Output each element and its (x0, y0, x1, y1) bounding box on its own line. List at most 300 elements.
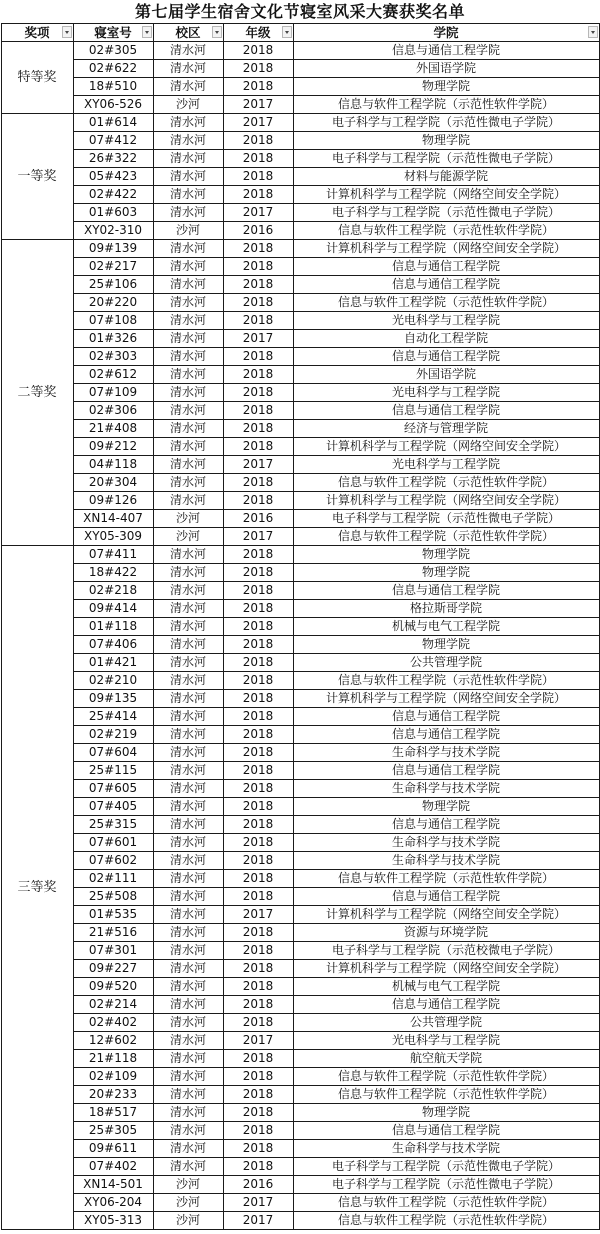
year-cell: 2018 (223, 402, 293, 420)
room-cell: 21#516 (73, 924, 153, 942)
year-cell: 2018 (223, 636, 293, 654)
college-cell: 信息与通信工程学院 (293, 258, 599, 276)
room-cell: 02#402 (73, 1014, 153, 1032)
year-cell: 2018 (223, 1068, 293, 1086)
table-row (1, 690, 599, 708)
room-cell: 20#233 (73, 1086, 153, 1104)
college-cell: 自动化工程学院 (293, 330, 599, 348)
year-cell: 2018 (223, 474, 293, 492)
campus-cell: 清水河 (153, 1050, 223, 1068)
table-row (1, 834, 599, 852)
table-row (1, 348, 599, 366)
room-cell: 07#405 (73, 798, 153, 816)
college-cell: 航空航天学院 (293, 1050, 599, 1068)
campus-cell: 清水河 (153, 546, 223, 564)
room-cell: 01#118 (73, 618, 153, 636)
header-year (223, 24, 293, 42)
college-cell: 电子科学与工程学院（示范性微电子学院） (293, 1176, 599, 1194)
campus-cell: 沙河 (153, 528, 223, 546)
campus-cell: 清水河 (153, 114, 223, 132)
table-row (1, 636, 599, 654)
college-cell: 计算机科学与工程学院（网络空间安全学院） (293, 492, 599, 510)
room-cell: 07#108 (73, 312, 153, 330)
campus-cell: 清水河 (153, 366, 223, 384)
room-cell: 01#603 (73, 204, 153, 222)
college-cell: 信息与通信工程学院 (293, 348, 599, 366)
room-cell: 02#214 (73, 996, 153, 1014)
campus-cell: 清水河 (153, 402, 223, 420)
college-cell: 信息与软件工程学院（示范性软件学院） (293, 1212, 599, 1230)
college-cell: 公共管理学院 (293, 654, 599, 672)
campus-cell: 沙河 (153, 222, 223, 240)
campus-cell: 清水河 (153, 42, 223, 60)
campus-cell: 清水河 (153, 564, 223, 582)
year-cell: 2018 (223, 816, 293, 834)
campus-cell: 沙河 (153, 96, 223, 114)
table-row (1, 564, 599, 582)
room-cell: 09#227 (73, 960, 153, 978)
room-cell: 07#605 (73, 780, 153, 798)
header-college-label: 学院 (433, 25, 459, 40)
table-row (1, 1176, 599, 1194)
room-cell: 02#305 (73, 42, 153, 60)
table-row (1, 114, 599, 132)
year-cell: 2018 (223, 1050, 293, 1068)
room-cell: 01#614 (73, 114, 153, 132)
year-cell: 2018 (223, 78, 293, 96)
year-cell: 2018 (223, 384, 293, 402)
year-cell: 2017 (223, 1194, 293, 1212)
college-cell: 信息与通信工程学院 (293, 996, 599, 1014)
college-cell: 信息与软件工程学院（示范性软件学院） (293, 672, 599, 690)
year-cell: 2018 (223, 132, 293, 150)
campus-cell: 清水河 (153, 60, 223, 78)
campus-cell: 清水河 (153, 312, 223, 330)
table-row (1, 1122, 599, 1140)
year-cell: 2018 (223, 150, 293, 168)
year-cell: 2018 (223, 888, 293, 906)
table-row (1, 240, 599, 258)
table-row (1, 1104, 599, 1122)
room-cell: 25#115 (73, 762, 153, 780)
college-cell: 物理学院 (293, 132, 599, 150)
campus-cell: 清水河 (153, 1158, 223, 1176)
room-cell: 02#303 (73, 348, 153, 366)
prize-cell: 三等奖 (1, 546, 73, 1230)
campus-cell: 清水河 (153, 978, 223, 996)
campus-cell: 清水河 (153, 636, 223, 654)
table-row (1, 726, 599, 744)
year-cell: 2018 (223, 618, 293, 636)
campus-cell: 清水河 (153, 906, 223, 924)
year-cell: 2018 (223, 744, 293, 762)
header-year-label: 年级 (245, 25, 271, 40)
campus-cell: 沙河 (153, 510, 223, 528)
header-room (73, 24, 153, 42)
campus-cell: 清水河 (153, 672, 223, 690)
year-cell: 2017 (223, 456, 293, 474)
college-cell: 光电科学与工程学院 (293, 456, 599, 474)
campus-cell: 清水河 (153, 150, 223, 168)
college-cell: 电子科学与工程学院（示范性微电子学院） (293, 1158, 599, 1176)
college-cell: 物理学院 (293, 564, 599, 582)
page-title: 第七届学生宿舍文化节寝室风采大赛获奖名单 (134, 2, 465, 21)
room-cell: 09#135 (73, 690, 153, 708)
year-cell: 2018 (223, 960, 293, 978)
room-cell: 02#612 (73, 366, 153, 384)
college-cell: 电子科学与工程学院（示范性微电子学院） (293, 204, 599, 222)
table-row (1, 132, 599, 150)
campus-cell: 清水河 (153, 690, 223, 708)
year-cell: 2018 (223, 852, 293, 870)
year-cell: 2018 (223, 708, 293, 726)
table-row (1, 60, 599, 78)
college-cell: 信息与通信工程学院 (293, 276, 599, 294)
filter-dropdown-icon[interactable] (142, 26, 152, 38)
year-cell: 2018 (223, 672, 293, 690)
table-row (1, 798, 599, 816)
college-cell: 机械与电气工程学院 (293, 978, 599, 996)
college-cell: 信息与软件工程学院（示范性软件学院） (293, 294, 599, 312)
room-cell: 18#517 (73, 1104, 153, 1122)
filter-dropdown-icon[interactable] (62, 26, 72, 38)
college-cell: 生命科学与技术学院 (293, 744, 599, 762)
header-campus (153, 24, 223, 42)
room-cell: 25#414 (73, 708, 153, 726)
college-cell: 公共管理学院 (293, 1014, 599, 1032)
room-cell: XY05-313 (73, 1212, 153, 1230)
room-cell: 07#604 (73, 744, 153, 762)
year-cell: 2018 (223, 582, 293, 600)
campus-cell: 清水河 (153, 762, 223, 780)
room-cell: XN14-501 (73, 1176, 153, 1194)
college-cell: 外国语学院 (293, 366, 599, 384)
room-cell: 02#111 (73, 870, 153, 888)
campus-cell: 清水河 (153, 132, 223, 150)
room-cell: XY02-310 (73, 222, 153, 240)
year-cell: 2018 (223, 258, 293, 276)
campus-cell: 清水河 (153, 204, 223, 222)
college-cell: 电子科学与工程学院（示范性微电子学院） (293, 114, 599, 132)
table-row (1, 1014, 599, 1032)
table-row (1, 150, 599, 168)
campus-cell: 清水河 (153, 582, 223, 600)
room-cell: 07#402 (73, 1158, 153, 1176)
table-row (1, 510, 599, 528)
college-cell: 生命科学与技术学院 (293, 834, 599, 852)
year-cell: 2017 (223, 114, 293, 132)
room-cell: XY06-526 (73, 96, 153, 114)
table-row (1, 618, 599, 636)
campus-cell: 清水河 (153, 744, 223, 762)
campus-cell: 清水河 (153, 960, 223, 978)
year-cell: 2018 (223, 1104, 293, 1122)
table-row (1, 294, 599, 312)
award-table (1, 23, 600, 1230)
college-cell: 生命科学与技术学院 (293, 1140, 599, 1158)
table-row (1, 654, 599, 672)
room-cell: XY06-204 (73, 1194, 153, 1212)
room-cell: 02#218 (73, 582, 153, 600)
table-row (1, 546, 599, 564)
table-row (1, 960, 599, 978)
room-cell: 25#315 (73, 816, 153, 834)
year-cell: 2017 (223, 528, 293, 546)
room-cell: XY05-309 (73, 528, 153, 546)
campus-cell: 清水河 (153, 1122, 223, 1140)
college-cell: 信息与通信工程学院 (293, 708, 599, 726)
table-row (1, 924, 599, 942)
college-cell: 信息与软件工程学院（示范性软件学院） (293, 1068, 599, 1086)
college-cell: 物理学院 (293, 1104, 599, 1122)
college-cell: 物理学院 (293, 546, 599, 564)
room-cell: 25#305 (73, 1122, 153, 1140)
college-cell: 信息与通信工程学院 (293, 402, 599, 420)
table-row (1, 744, 599, 762)
college-cell: 材料与能源学院 (293, 168, 599, 186)
table-row (1, 906, 599, 924)
campus-cell: 清水河 (153, 618, 223, 636)
table-row (1, 258, 599, 276)
college-cell: 信息与软件工程学院（示范性软件学院） (293, 1194, 599, 1212)
year-cell: 2018 (223, 690, 293, 708)
award-table-body (1, 42, 599, 1230)
table-row (1, 1068, 599, 1086)
year-cell: 2017 (223, 1212, 293, 1230)
room-cell: 07#301 (73, 942, 153, 960)
year-cell: 2017 (223, 906, 293, 924)
year-cell: 2018 (223, 366, 293, 384)
year-cell: 2017 (223, 96, 293, 114)
campus-cell: 清水河 (153, 240, 223, 258)
room-cell: 02#622 (73, 60, 153, 78)
table-row (1, 780, 599, 798)
college-cell: 外国语学院 (293, 60, 599, 78)
room-cell: 02#217 (73, 258, 153, 276)
table-row (1, 582, 599, 600)
prize-cell: 特等奖 (1, 42, 73, 114)
campus-cell: 清水河 (153, 1104, 223, 1122)
year-cell: 2018 (223, 1086, 293, 1104)
year-cell: 2017 (223, 330, 293, 348)
room-cell: 09#414 (73, 600, 153, 618)
table-row (1, 1050, 599, 1068)
year-cell: 2016 (223, 222, 293, 240)
header-campus-label: 校区 (175, 25, 201, 40)
college-cell: 计算机科学与工程学院（网络空间安全学院） (293, 906, 599, 924)
room-cell: 02#422 (73, 186, 153, 204)
table-row (1, 672, 599, 690)
college-cell: 信息与软件工程学院（示范性软件学院） (293, 870, 599, 888)
college-cell: 电子科学与工程学院（示范校微电子学院） (293, 942, 599, 960)
campus-cell: 清水河 (153, 798, 223, 816)
table-row (1, 438, 599, 456)
college-cell: 机械与电气工程学院 (293, 618, 599, 636)
room-cell: 25#106 (73, 276, 153, 294)
college-cell: 信息与软件工程学院（示范性软件学院） (293, 528, 599, 546)
college-cell: 生命科学与技术学院 (293, 852, 599, 870)
college-cell: 电子科学与工程学院（示范性微电子学院） (293, 150, 599, 168)
year-cell: 2018 (223, 168, 293, 186)
year-cell: 2018 (223, 942, 293, 960)
college-cell: 光电科学与工程学院 (293, 384, 599, 402)
college-cell: 信息与通信工程学院 (293, 726, 599, 744)
table-row (1, 366, 599, 384)
room-cell: 07#406 (73, 636, 153, 654)
year-cell: 2018 (223, 276, 293, 294)
table-row (1, 1194, 599, 1212)
table-row (1, 1086, 599, 1104)
year-cell: 2018 (223, 348, 293, 366)
campus-cell: 清水河 (153, 1068, 223, 1086)
college-cell: 信息与软件工程学院（示范性软件学院） (293, 222, 599, 240)
college-cell: 格拉斯哥学院 (293, 600, 599, 618)
table-row (1, 870, 599, 888)
year-cell: 2018 (223, 996, 293, 1014)
college-cell: 资源与环境学院 (293, 924, 599, 942)
table-row (1, 402, 599, 420)
campus-cell: 清水河 (153, 276, 223, 294)
year-cell: 2018 (223, 600, 293, 618)
campus-cell: 清水河 (153, 168, 223, 186)
campus-cell: 清水河 (153, 816, 223, 834)
room-cell: 01#535 (73, 906, 153, 924)
campus-cell: 清水河 (153, 492, 223, 510)
college-cell: 信息与软件工程学院（示范性软件学院） (293, 96, 599, 114)
table-row (1, 384, 599, 402)
room-cell: 09#520 (73, 978, 153, 996)
campus-cell: 清水河 (153, 420, 223, 438)
campus-cell: 清水河 (153, 1032, 223, 1050)
prize-cell: 一等奖 (1, 114, 73, 240)
campus-cell: 沙河 (153, 1176, 223, 1194)
table-row (1, 708, 599, 726)
year-cell: 2018 (223, 780, 293, 798)
college-cell: 信息与通信工程学院 (293, 1122, 599, 1140)
table-row (1, 852, 599, 870)
room-cell: 21#118 (73, 1050, 153, 1068)
table-row (1, 312, 599, 330)
header-room-label: 寝室号 (94, 25, 132, 40)
room-cell: 05#423 (73, 168, 153, 186)
table-row (1, 1140, 599, 1158)
room-cell: 07#109 (73, 384, 153, 402)
table-row (1, 600, 599, 618)
college-cell: 电子科学与工程学院（示范性微电子学院） (293, 510, 599, 528)
year-cell: 2018 (223, 186, 293, 204)
campus-cell: 清水河 (153, 456, 223, 474)
campus-cell: 清水河 (153, 330, 223, 348)
year-cell: 2017 (223, 204, 293, 222)
room-cell: 18#422 (73, 564, 153, 582)
year-cell: 2018 (223, 312, 293, 330)
table-row (1, 996, 599, 1014)
table-row (1, 1212, 599, 1230)
year-cell: 2018 (223, 564, 293, 582)
room-cell: 09#139 (73, 240, 153, 258)
year-cell: 2018 (223, 420, 293, 438)
year-cell: 2018 (223, 654, 293, 672)
college-cell: 物理学院 (293, 636, 599, 654)
header-prize (1, 24, 73, 42)
college-cell: 光电科学与工程学院 (293, 1032, 599, 1050)
table-row (1, 492, 599, 510)
campus-cell: 清水河 (153, 474, 223, 492)
college-cell: 信息与软件工程学院（示范性软件学院） (293, 1086, 599, 1104)
table-row (1, 474, 599, 492)
campus-cell: 清水河 (153, 1140, 223, 1158)
campus-cell: 清水河 (153, 924, 223, 942)
table-row (1, 762, 599, 780)
campus-cell: 清水河 (153, 78, 223, 96)
year-cell: 2018 (223, 1158, 293, 1176)
campus-cell: 沙河 (153, 1194, 223, 1212)
year-cell: 2016 (223, 1176, 293, 1194)
year-cell: 2018 (223, 1014, 293, 1032)
table-row (1, 888, 599, 906)
room-cell: 09#611 (73, 1140, 153, 1158)
table-row (1, 420, 599, 438)
table-row (1, 222, 599, 240)
campus-cell: 清水河 (153, 942, 223, 960)
campus-cell: 清水河 (153, 438, 223, 456)
table-row (1, 42, 599, 60)
campus-cell: 清水河 (153, 996, 223, 1014)
year-cell: 2018 (223, 798, 293, 816)
college-cell: 信息与通信工程学院 (293, 42, 599, 60)
year-cell: 2018 (223, 978, 293, 996)
college-cell: 信息与通信工程学院 (293, 816, 599, 834)
college-cell: 信息与软件工程学院（示范性软件学院） (293, 474, 599, 492)
room-cell: 02#210 (73, 672, 153, 690)
room-cell: 02#219 (73, 726, 153, 744)
room-cell: 09#212 (73, 438, 153, 456)
header-college (293, 24, 599, 42)
year-cell: 2018 (223, 438, 293, 456)
college-cell: 生命科学与技术学院 (293, 780, 599, 798)
college-cell: 经济与管理学院 (293, 420, 599, 438)
room-cell: 02#109 (73, 1068, 153, 1086)
prize-cell: 二等奖 (1, 240, 73, 546)
room-cell: 04#118 (73, 456, 153, 474)
year-cell: 2018 (223, 726, 293, 744)
room-cell: 07#602 (73, 852, 153, 870)
campus-cell: 清水河 (153, 834, 223, 852)
campus-cell: 清水河 (153, 852, 223, 870)
room-cell: 25#508 (73, 888, 153, 906)
campus-cell: 清水河 (153, 888, 223, 906)
college-cell: 计算机科学与工程学院（网络空间安全学院） (293, 690, 599, 708)
college-cell: 信息与通信工程学院 (293, 582, 599, 600)
year-cell: 2018 (223, 492, 293, 510)
room-cell: 20#304 (73, 474, 153, 492)
filter-dropdown-icon[interactable] (588, 26, 598, 38)
room-cell: 21#408 (73, 420, 153, 438)
year-cell: 2018 (223, 546, 293, 564)
header-prize-label: 奖项 (24, 25, 50, 40)
filter-dropdown-icon[interactable] (212, 26, 222, 38)
campus-cell: 沙河 (153, 1212, 223, 1230)
table-row (1, 330, 599, 348)
room-cell: 07#412 (73, 132, 153, 150)
campus-cell: 清水河 (153, 654, 223, 672)
filter-dropdown-icon[interactable] (282, 26, 292, 38)
college-cell: 光电科学与工程学院 (293, 312, 599, 330)
campus-cell: 清水河 (153, 780, 223, 798)
year-cell: 2017 (223, 1032, 293, 1050)
college-cell: 计算机科学与工程学院（网络空间安全学院） (293, 186, 599, 204)
campus-cell: 清水河 (153, 348, 223, 366)
